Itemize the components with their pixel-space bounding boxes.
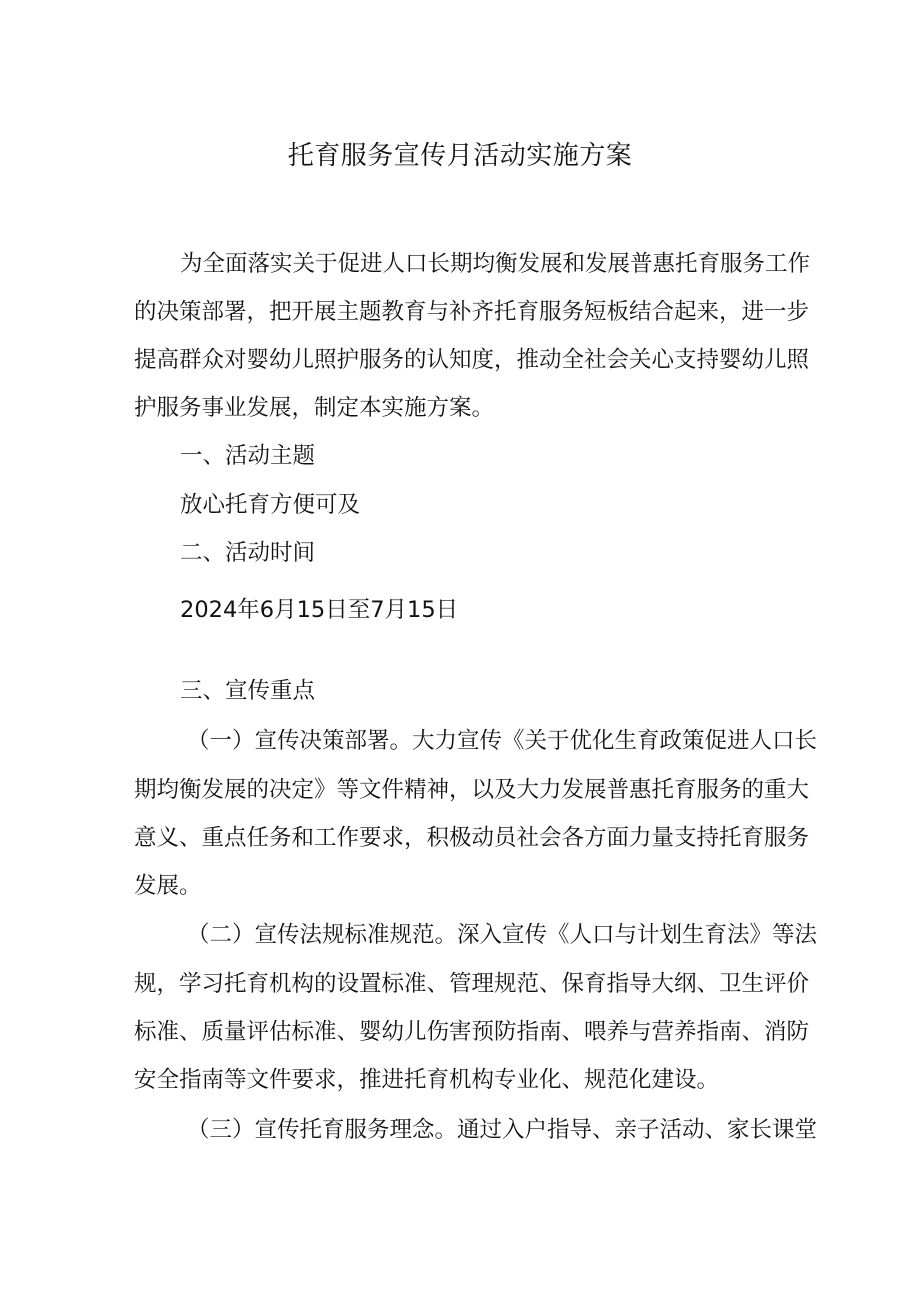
- intro-line-3: 提高群众对婴幼儿照护服务的认知度，推动全社会关心支持婴幼儿照: [134, 347, 810, 373]
- section3-item2-line-1: （二）宣传法规标准规范。深入宣传《人口与计划生育法》等法: [187, 922, 818, 948]
- section1-heading: 一、活动主题: [180, 443, 316, 469]
- intro-line-4: 护服务事业发展，制定本实施方案。: [134, 395, 495, 421]
- intro-line-1: 为全面落实关于促进人口长期均衡发展和发展普惠托育服务工作: [180, 251, 811, 277]
- section3-item1-line-1: （一）宣传决策部署。大力宣传《关于优化生育政策促进人口长: [187, 728, 818, 754]
- section3-heading: 三、宣传重点: [180, 678, 316, 704]
- section2-content: 2024年6月15日至7月15日: [180, 597, 459, 623]
- section1-content: 放心托育方便可及: [180, 492, 361, 518]
- section3-item3-line-1: （三）宣传托育服务理念。通过入户指导、亲子活动、家长课堂: [187, 1117, 818, 1143]
- section3-item2-line-2: 规，学习托育机构的设置标准、管理规范、保育指导大纲、卫生评价: [134, 971, 810, 997]
- document-title: 托育服务宣传月活动实施方案: [287, 141, 633, 171]
- intro-line-2: 的决策部署，把开展主题教育与补齐托育服务短板结合起来，进一步: [134, 299, 810, 325]
- section3-item1-line-3: 意义、重点任务和工作要求，积极动员社会各方面力量支持托育服务: [134, 825, 810, 851]
- section3-item1-line-2: 期均衡发展的决定》等文件精神，以及大力发展普惠托育服务的重大: [134, 777, 810, 803]
- section3-item2-line-3: 标准、质量评估标准、婴幼儿伤害预防指南、喂养与营养指南、消防: [134, 1019, 810, 1045]
- section2-heading: 二、活动时间: [180, 540, 316, 566]
- section3-item2-line-4: 安全指南等文件要求，推进托育机构专业化、规范化建设。: [134, 1067, 720, 1093]
- section3-item1-line-4: 发展。: [134, 873, 202, 899]
